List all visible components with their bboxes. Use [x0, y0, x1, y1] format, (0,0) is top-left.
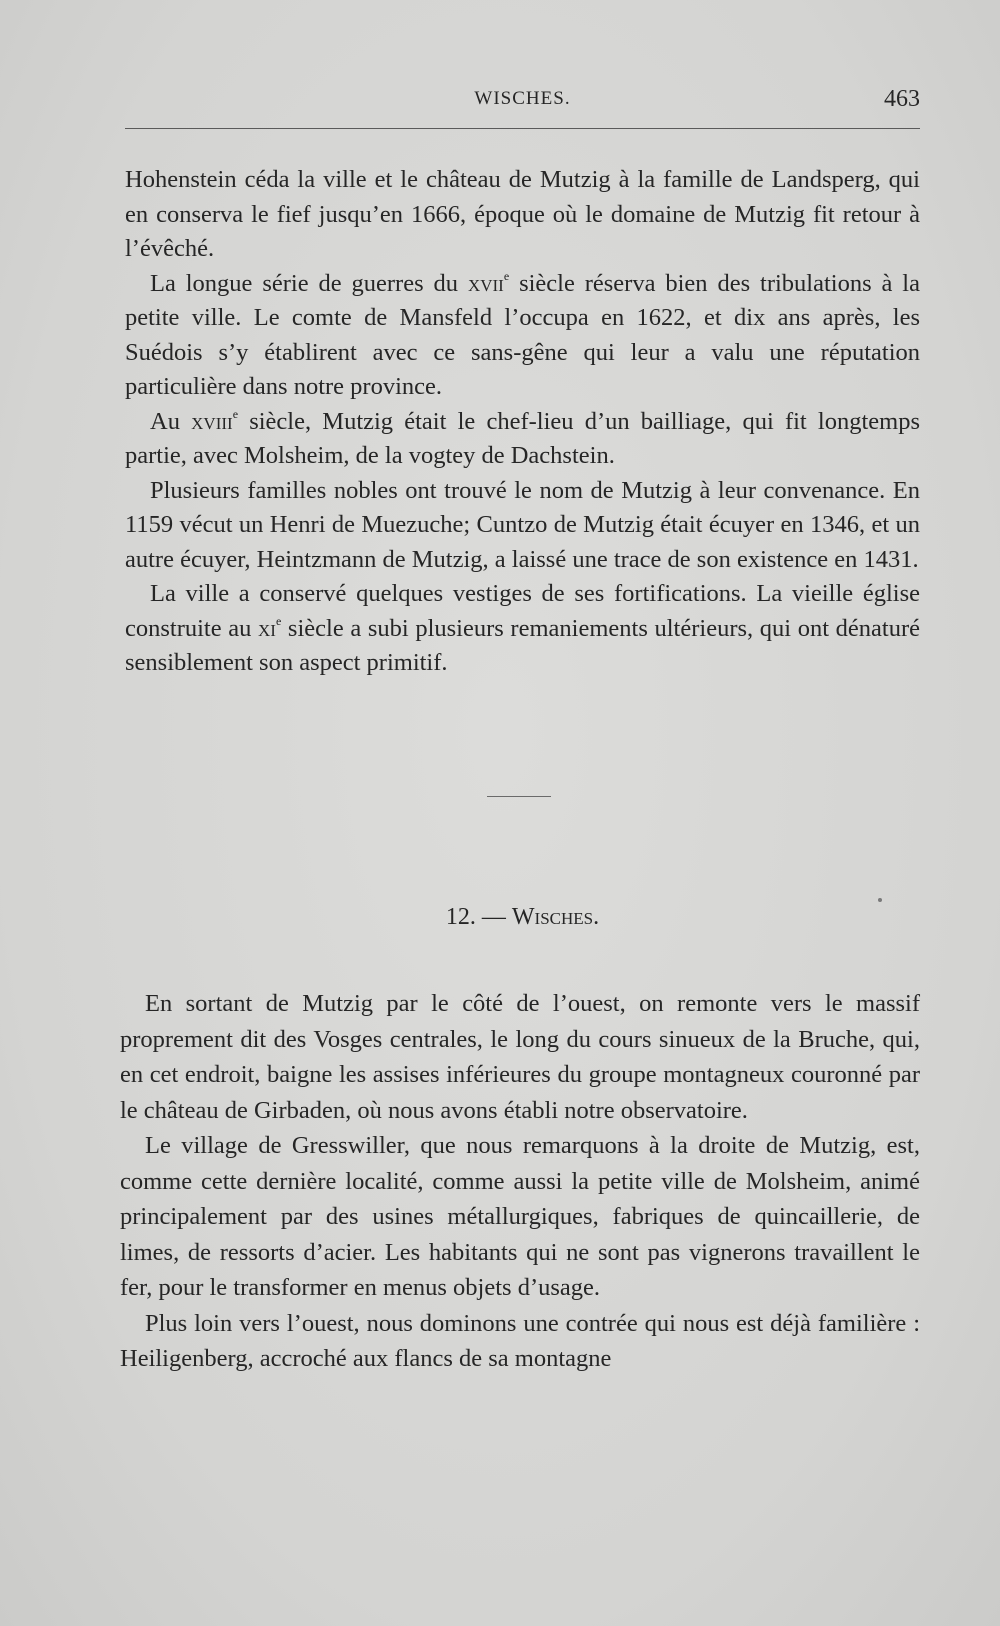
section-divider: [487, 796, 551, 797]
text-block-mutzig: [125, 163, 920, 681]
running-title: WISCHES.: [474, 88, 571, 109]
paragraph: Hohenstein céda la ville et le château de Mutzig à la famille de Landsperg, qui en conserva le fief jusqu’en 1666, époque où le domaine de Mutzig fit retour à l’évêché.: [125, 166, 920, 262]
section-title: Wisches.: [511, 904, 600, 930]
text-block-wisches: [120, 986, 920, 1377]
paragraph: Le village de Gresswiller, que nous remarquons à la droite de Mutzig, est, comme cette dernière localité, comme aussi la petite ville de Molsheim, animé principalement par des usines métallurgiques, fabriques de quincaillerie, de limes, de ressorts d’acier. Les habitants qui ne sont pas vignerons travaillent le fer, pour le transformer en menus objets d’usage.: [120, 1132, 920, 1301]
page-number: 463: [884, 86, 920, 112]
paragraph: En sortant de Mutzig par le côté de l’ouest, on remonte vers le massif proprement dit des Vosges centrales, le long du cours sinueux de la Bruche, qui, en cet endroit, baigne les assises inférieures du groupe montagneux couronné par le château de Girbaden, où nous avons établi notre observatoire.: [120, 990, 920, 1124]
running-head: [125, 88, 920, 118]
paragraph: Plusieurs familles nobles ont trouvé le nom de Mutzig à leur convenance. En 1159 vécut un Henri de Muezuche; Cuntzo de Mutzig était écuyer en 1346, et un autre écuyer, Heintzmann de Mutzig, a laissé une trace de son existence en 1431.: [125, 476, 920, 573]
section-heading: [125, 904, 920, 931]
century-numeral: xviii: [191, 407, 233, 435]
paragraph: La longue série de guerres du xvii$^e$ siècle réserva bien des tribulations à la petite ville. Le comte de Mansfeld l’occupa en 1622, et dix ans après, les Suédois s’y établirent avec ce sans-gêne qui leur a valu une réputation particulière dans notre province.: [125, 268, 920, 400]
paragraph: Plus loin vers l’ouest, nous dominons une contrée qui nous est déjà familière : Heiligenberg, accroché aux flancs de sa montagne: [120, 1309, 920, 1372]
paragraph: La ville a conservé quelques vestiges de ses fortifications. La vieille église construite au $xi^e$ siècle a subi plusieurs remaniements ultérieurs, qui ont dénaturé sensiblement son aspect primitif.: [125, 580, 920, 676]
section-number: 12. —: [445, 904, 512, 930]
century-numeral: xi: [258, 614, 276, 642]
header-rule: [125, 128, 920, 129]
paragraph: Au xviii$^e$ siècle, Mutzig était le chef-lieu d’un bailliage, qui fit longtemps partie, avec Molsheim, de la vogtey de Dachstein.: [125, 406, 920, 469]
paper-speck: [878, 898, 882, 902]
century-numeral: xvii: [467, 269, 504, 297]
